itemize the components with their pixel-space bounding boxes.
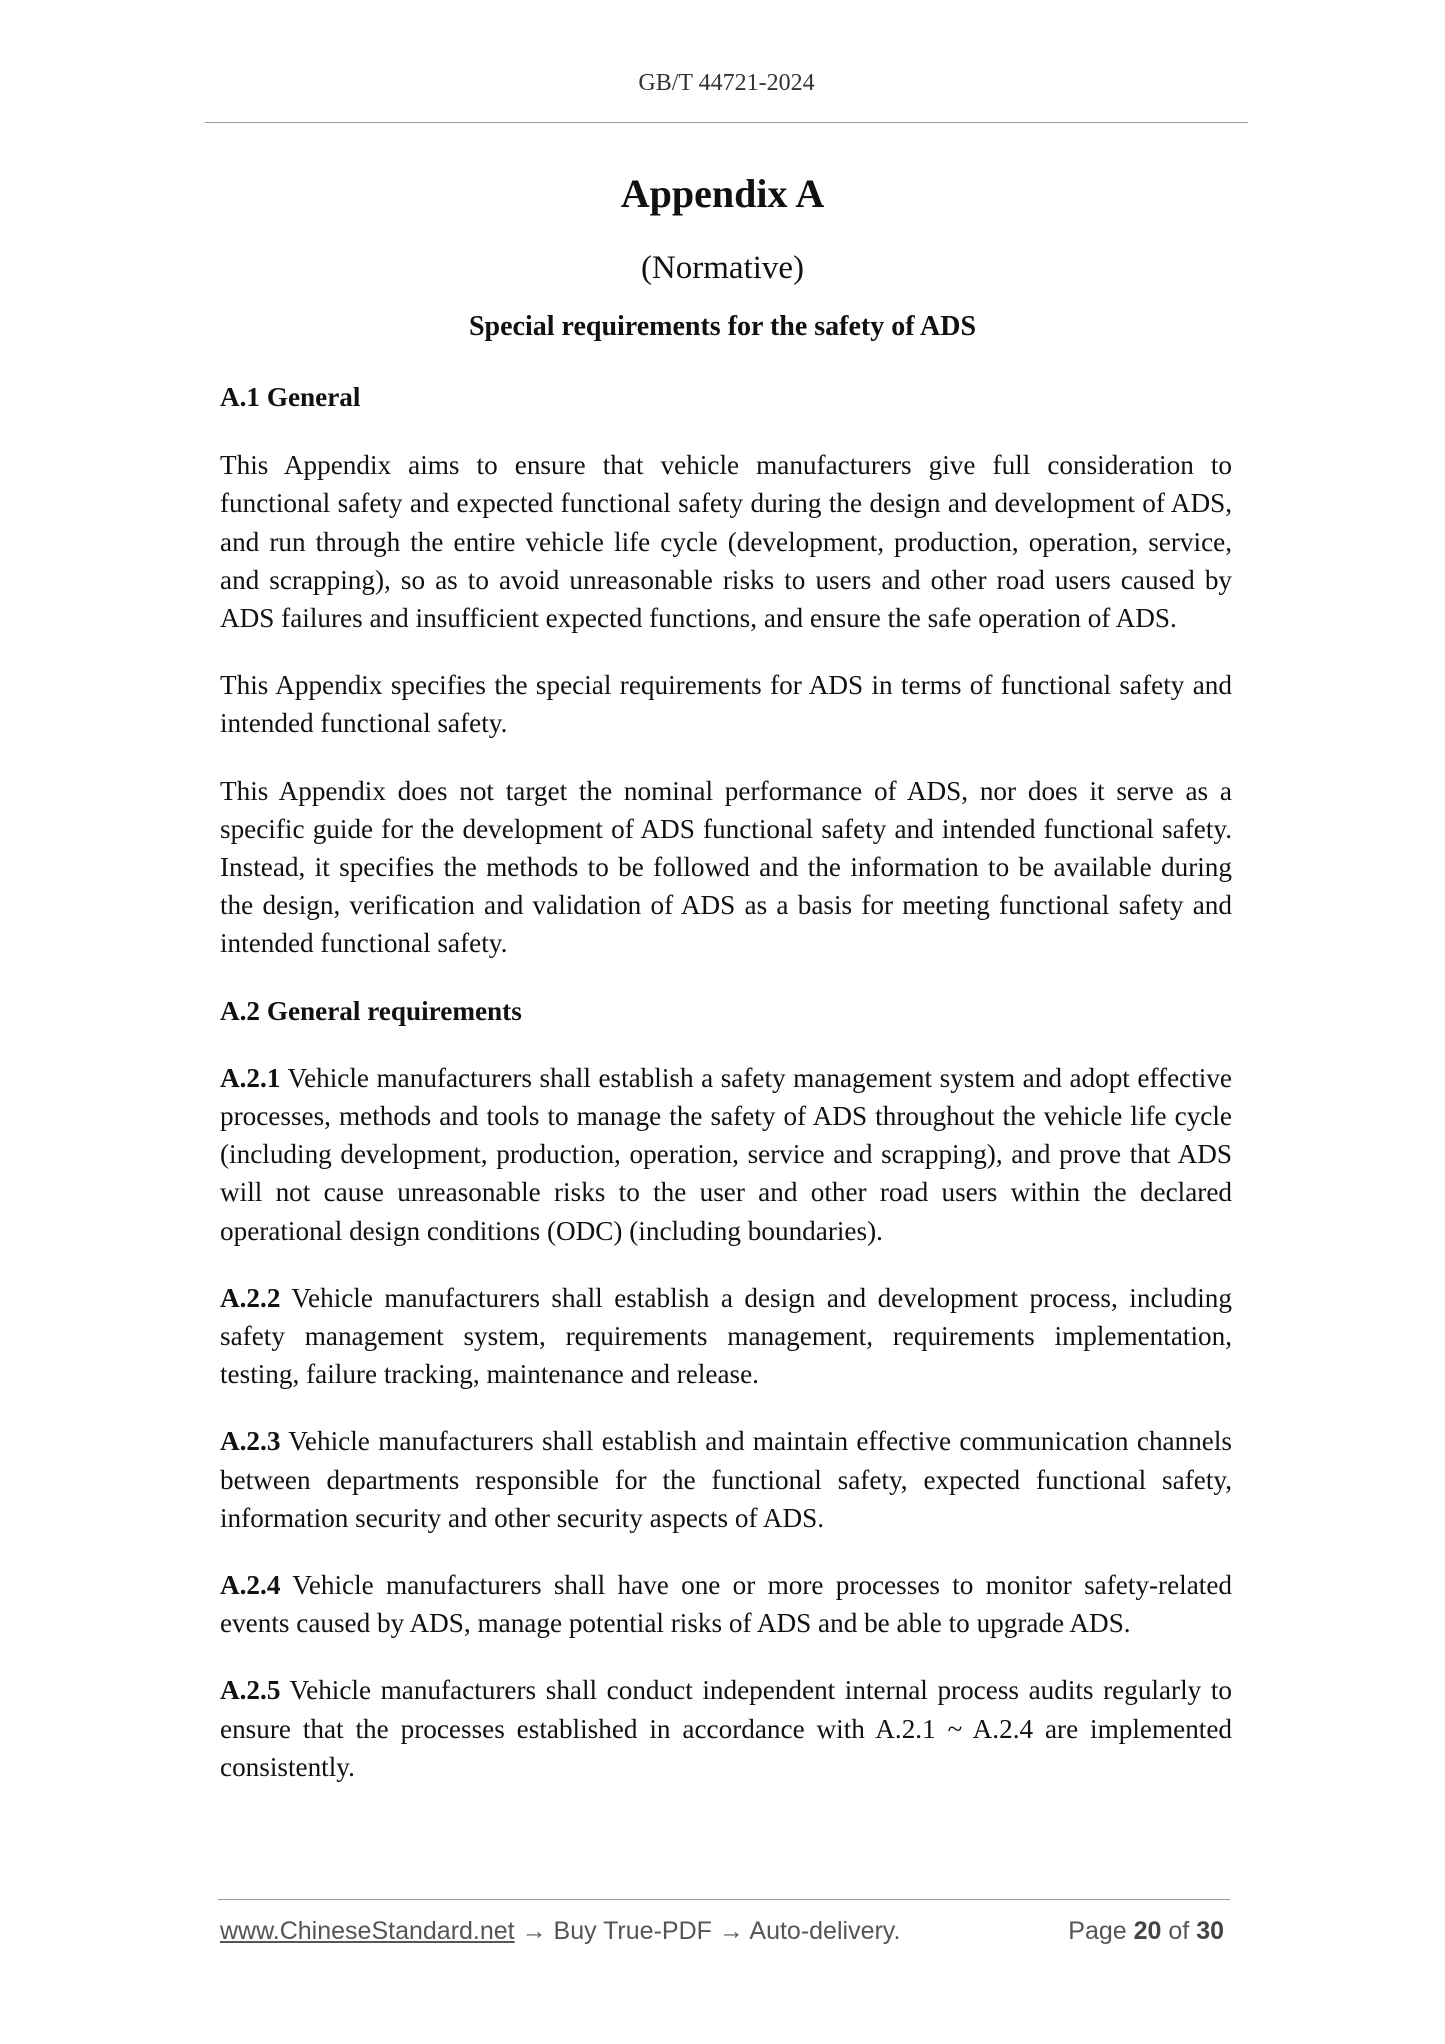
appendix-title: Appendix A xyxy=(620,171,825,216)
page-total: 30 xyxy=(1196,1917,1224,1945)
clause-text: Vehicle manufacturers shall have one or more processes to monitor safety-related events caused by ADS, manage potential risks of ADS and be able to upgrade ADS. xyxy=(220,1570,1232,1639)
clause-number: A.2.5 xyxy=(220,1675,281,1706)
page-current: 20 xyxy=(1133,1917,1162,1945)
clause-a-2-2 xyxy=(220,1279,1232,1394)
clause-a-2-4 xyxy=(220,1566,1232,1642)
clause-text: Vehicle manufacturers shall conduct independent internal process audits regularly to ensure that the processes established in accordance with A.2.1 ~ A.2.4 are implemented consistently. xyxy=(220,1675,1232,1782)
document-body xyxy=(220,378,1232,1786)
clause-text: Vehicle manufacturers shall establish a design and development process, including safety management system, requirements management, requirements implementation, testing, failure tracking, maintenance and release. xyxy=(220,1282,1232,1390)
clause-a-2-1 xyxy=(220,1059,1232,1250)
clause-text: Vehicle manufacturers shall establish a safety management system and adopt effective processes, methods and tools to manage the safety of ADS throughout the vehicle life cycle (including development, production, operation, service and scrapping), and prove that ADS will not cause unreasonable risks to the user and other road users within the declared operational design conditions (ODC) (including boundaries). xyxy=(220,1062,1232,1246)
clause-number: A.2.2 xyxy=(220,1282,281,1313)
website-link[interactable]: www.ChineseStandard.net xyxy=(220,1917,515,1945)
footer-divider xyxy=(218,1899,1230,1900)
clause-a-2-5 xyxy=(220,1671,1232,1786)
page-indicator xyxy=(1068,1917,1224,1946)
promo-text: → Buy True-PDF → Auto-delivery. xyxy=(514,1917,901,1945)
page-label: Page xyxy=(1068,1917,1127,1945)
paragraph: This Appendix specifies the special requirements for ADS in terms of functional safety and intended functional safety. xyxy=(220,670,1232,739)
appendix-subject: Special requirements for the safety of ADS xyxy=(468,311,977,342)
running-header: GB/T 44721-2024 xyxy=(638,70,815,96)
clause-text: Vehicle manufacturers shall establish and maintain effective communication channels between departments responsible for the functional safety, expected functional safety, information security and other security aspects of ADS. xyxy=(220,1426,1232,1533)
appendix-nature: (Normative) xyxy=(640,250,805,286)
paragraph: This Appendix does not target the nominal performance of ADS, nor does it serve as a specific guide for the development of ADS functional safety and intended functional safety. Instead, it specifies the methods to be followed and the information to be available during the design, verification and validation of ADS as a basis for meeting functional safety and intended functional safety. xyxy=(220,775,1232,959)
paragraph: This Appendix aims to ensure that vehicle manufacturers give full consideration to functional safety and expected functional safety during the design and development of ADS, and run through the entire vehicle life cycle (development, production, operation, service, and scrapping), so as to avoid unreasonable risks to users and other road users caused by ADS failures and insufficient expected functions, and ensure the safe operation of ADS. xyxy=(220,450,1232,634)
header-divider xyxy=(205,122,1248,123)
clause-number: A.2.4 xyxy=(220,1570,281,1601)
page-of: of xyxy=(1168,1917,1190,1945)
section-heading-a2: A.2 General requirements xyxy=(220,995,522,1026)
clause-a-2-3 xyxy=(220,1422,1232,1537)
page-footer xyxy=(220,1917,1232,1946)
clause-number: A.2.3 xyxy=(220,1426,281,1457)
section-heading-a1: A.1 General xyxy=(220,382,361,412)
clause-number: A.2.1 xyxy=(220,1062,281,1093)
